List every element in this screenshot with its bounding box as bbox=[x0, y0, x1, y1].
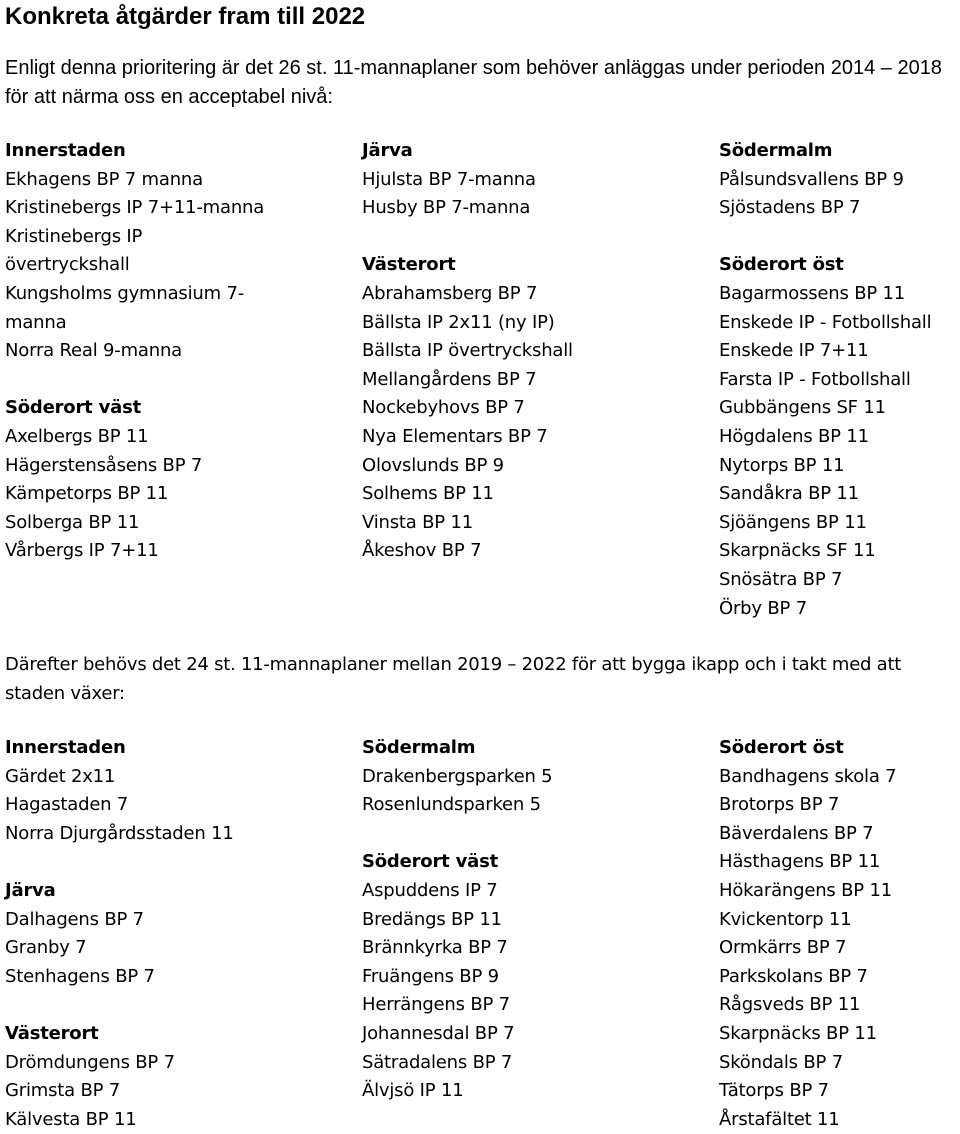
list-item: Enskede IP - Fotbollshall bbox=[719, 311, 932, 333]
list-item: Herrängens BP 7 bbox=[362, 994, 510, 1016]
section-heading: Västerort bbox=[362, 254, 456, 276]
list-item: Enskede IP 7+11 bbox=[719, 340, 869, 362]
list-item: Bällsta IP övertryckshall bbox=[362, 340, 573, 362]
list-item: Åkeshov BP 7 bbox=[362, 540, 482, 562]
intro-paragraph: Enligt denna prioritering är det 26 st. 11-mannaplaner som behöver anläggas under perioden 2014 – 2018 för att närma oss en acceptabel nivå: bbox=[5, 57, 942, 108]
list-item: Kvickentorp 11 bbox=[719, 908, 852, 930]
list-item: Olovslunds BP 9 bbox=[362, 454, 504, 476]
list-item: Hästhagens BP 11 bbox=[719, 851, 881, 873]
list-item: Vinsta BP 11 bbox=[362, 511, 473, 533]
list-item: Aspuddens IP 7 bbox=[362, 879, 498, 901]
list-item: Ekhagens BP 7 manna bbox=[5, 168, 203, 190]
list-item: Norra Real 9-manna bbox=[5, 340, 182, 362]
list-item: Granby 7 bbox=[5, 937, 87, 959]
list-item: manna bbox=[5, 311, 67, 333]
list-item: Kälvesta BP 11 bbox=[5, 1108, 137, 1130]
list-item: Abrahamsberg BP 7 bbox=[362, 282, 538, 304]
list-item: Gubbängens SF 11 bbox=[719, 397, 886, 419]
list-item: Stenhagens BP 7 bbox=[5, 965, 155, 987]
list-item: Fruängens BP 9 bbox=[362, 965, 499, 987]
list-item: Hjulsta BP 7-manna bbox=[362, 168, 536, 190]
list-item: Pålsundsvallens BP 9 bbox=[719, 168, 904, 190]
part1-column-2 bbox=[362, 137, 573, 566]
list-item: Bällsta IP 2x11 (ny IP) bbox=[362, 311, 555, 333]
list-item: Axelbergs BP 11 bbox=[5, 425, 149, 447]
list-item: Hägerstensåsens BP 7 bbox=[5, 454, 203, 476]
list-item: Ormkärrs BP 7 bbox=[719, 937, 847, 959]
list-item: Skarpnäcks BP 11 bbox=[719, 1022, 877, 1044]
list-item: Högdalens BP 11 bbox=[719, 425, 869, 447]
list-item: Kristinebergs IP 7+11-manna bbox=[5, 197, 265, 219]
list-item: Kristinebergs IP bbox=[5, 225, 143, 247]
list-item: Sköndals BP 7 bbox=[719, 1051, 843, 1073]
list-item: Kungsholms gymnasium 7- bbox=[5, 282, 245, 304]
list-item: Mellangårdens BP 7 bbox=[362, 368, 537, 390]
list-item: Älvjsö IP 11 bbox=[362, 1080, 464, 1102]
list-item: Farsta IP - Fotbollshall bbox=[719, 368, 911, 390]
list-item: Nockebyhovs BP 7 bbox=[362, 397, 525, 419]
list-item: Kämpetorps BP 11 bbox=[5, 483, 169, 505]
list-item: Bagarmossens BP 11 bbox=[719, 282, 906, 304]
list-item: Parkskolans BP 7 bbox=[719, 965, 868, 987]
list-item: Norra Djurgårdsstaden 11 bbox=[5, 822, 234, 844]
section-heading: Södermalm bbox=[362, 737, 476, 758]
list-item: Bandhagens skola 7 bbox=[719, 765, 897, 787]
list-item: Sätradalens BP 7 bbox=[362, 1051, 513, 1073]
list-item: Snösätra BP 7 bbox=[719, 568, 843, 590]
list-item: övertryckshall bbox=[5, 254, 130, 276]
list-item: Johannesdal BP 7 bbox=[362, 1022, 515, 1044]
part2-column-3 bbox=[719, 734, 896, 1134]
list-item: Dalhagens BP 7 bbox=[5, 908, 144, 930]
list-item: Vårbergs IP 7+11 bbox=[5, 540, 159, 562]
list-item: Brännkyrka BP 7 bbox=[362, 937, 508, 959]
page-title: Konkreta åtgärder fram till 2022 bbox=[5, 3, 366, 30]
list-item: Gärdet 2x11 bbox=[5, 765, 116, 787]
list-item: Årstafältet 11 bbox=[719, 1108, 840, 1130]
list-item: Bredängs BP 11 bbox=[362, 908, 502, 930]
list-item: Nya Elementars BP 7 bbox=[362, 425, 548, 447]
list-item: Brotorps BP 7 bbox=[719, 794, 840, 816]
section-heading: Järva bbox=[362, 140, 413, 161]
list-item: Nytorps BP 11 bbox=[719, 454, 845, 476]
list-item: Hökarängens BP 11 bbox=[719, 879, 892, 901]
list-item: Solhems BP 11 bbox=[362, 483, 494, 505]
section-heading: Västerort bbox=[5, 1022, 99, 1044]
list-item: Husby BP 7-manna bbox=[362, 197, 531, 219]
part2-column-1 bbox=[5, 734, 234, 1134]
list-item: Tätorps BP 7 bbox=[719, 1080, 829, 1102]
list-item: Solberga BP 11 bbox=[5, 511, 140, 533]
section-heading: Söderort väst bbox=[362, 851, 499, 873]
list-item: Sjöängens BP 11 bbox=[719, 511, 867, 533]
part1-column-1 bbox=[5, 137, 264, 566]
list-item: Rosenlundsparken 5 bbox=[362, 794, 541, 816]
list-item: Grimsta BP 7 bbox=[5, 1080, 121, 1102]
list-item: Rågsveds BP 11 bbox=[719, 994, 861, 1016]
section-heading: Söderort väst bbox=[5, 397, 142, 419]
list-item: Sjöstadens BP 7 bbox=[719, 197, 861, 219]
list-item: Örby BP 7 bbox=[719, 597, 807, 619]
section-heading: Innerstaden bbox=[5, 737, 126, 758]
list-item: Drakenbergsparken 5 bbox=[362, 765, 553, 787]
second-paragraph: Därefter behövs det 24 st. 11-mannaplaner mellan 2019 – 2022 för att bygga ikapp och i takt med att staden växer: bbox=[5, 654, 902, 704]
list-item: Drömdungens BP 7 bbox=[5, 1051, 175, 1073]
section-heading: Järva bbox=[5, 879, 56, 901]
part2-column-2 bbox=[362, 734, 552, 1106]
list-item: Skarpnäcks SF 11 bbox=[719, 540, 876, 562]
list-item: Bäverdalens BP 7 bbox=[719, 822, 874, 844]
section-heading: Söderort öst bbox=[719, 254, 844, 276]
list-item: Sandåkra BP 11 bbox=[719, 483, 859, 505]
list-item: Hagastaden 7 bbox=[5, 794, 129, 816]
section-heading: Södermalm bbox=[719, 140, 833, 161]
section-heading: Innerstaden bbox=[5, 140, 126, 161]
part1-column-3 bbox=[719, 137, 931, 623]
section-heading: Söderort öst bbox=[719, 737, 844, 758]
